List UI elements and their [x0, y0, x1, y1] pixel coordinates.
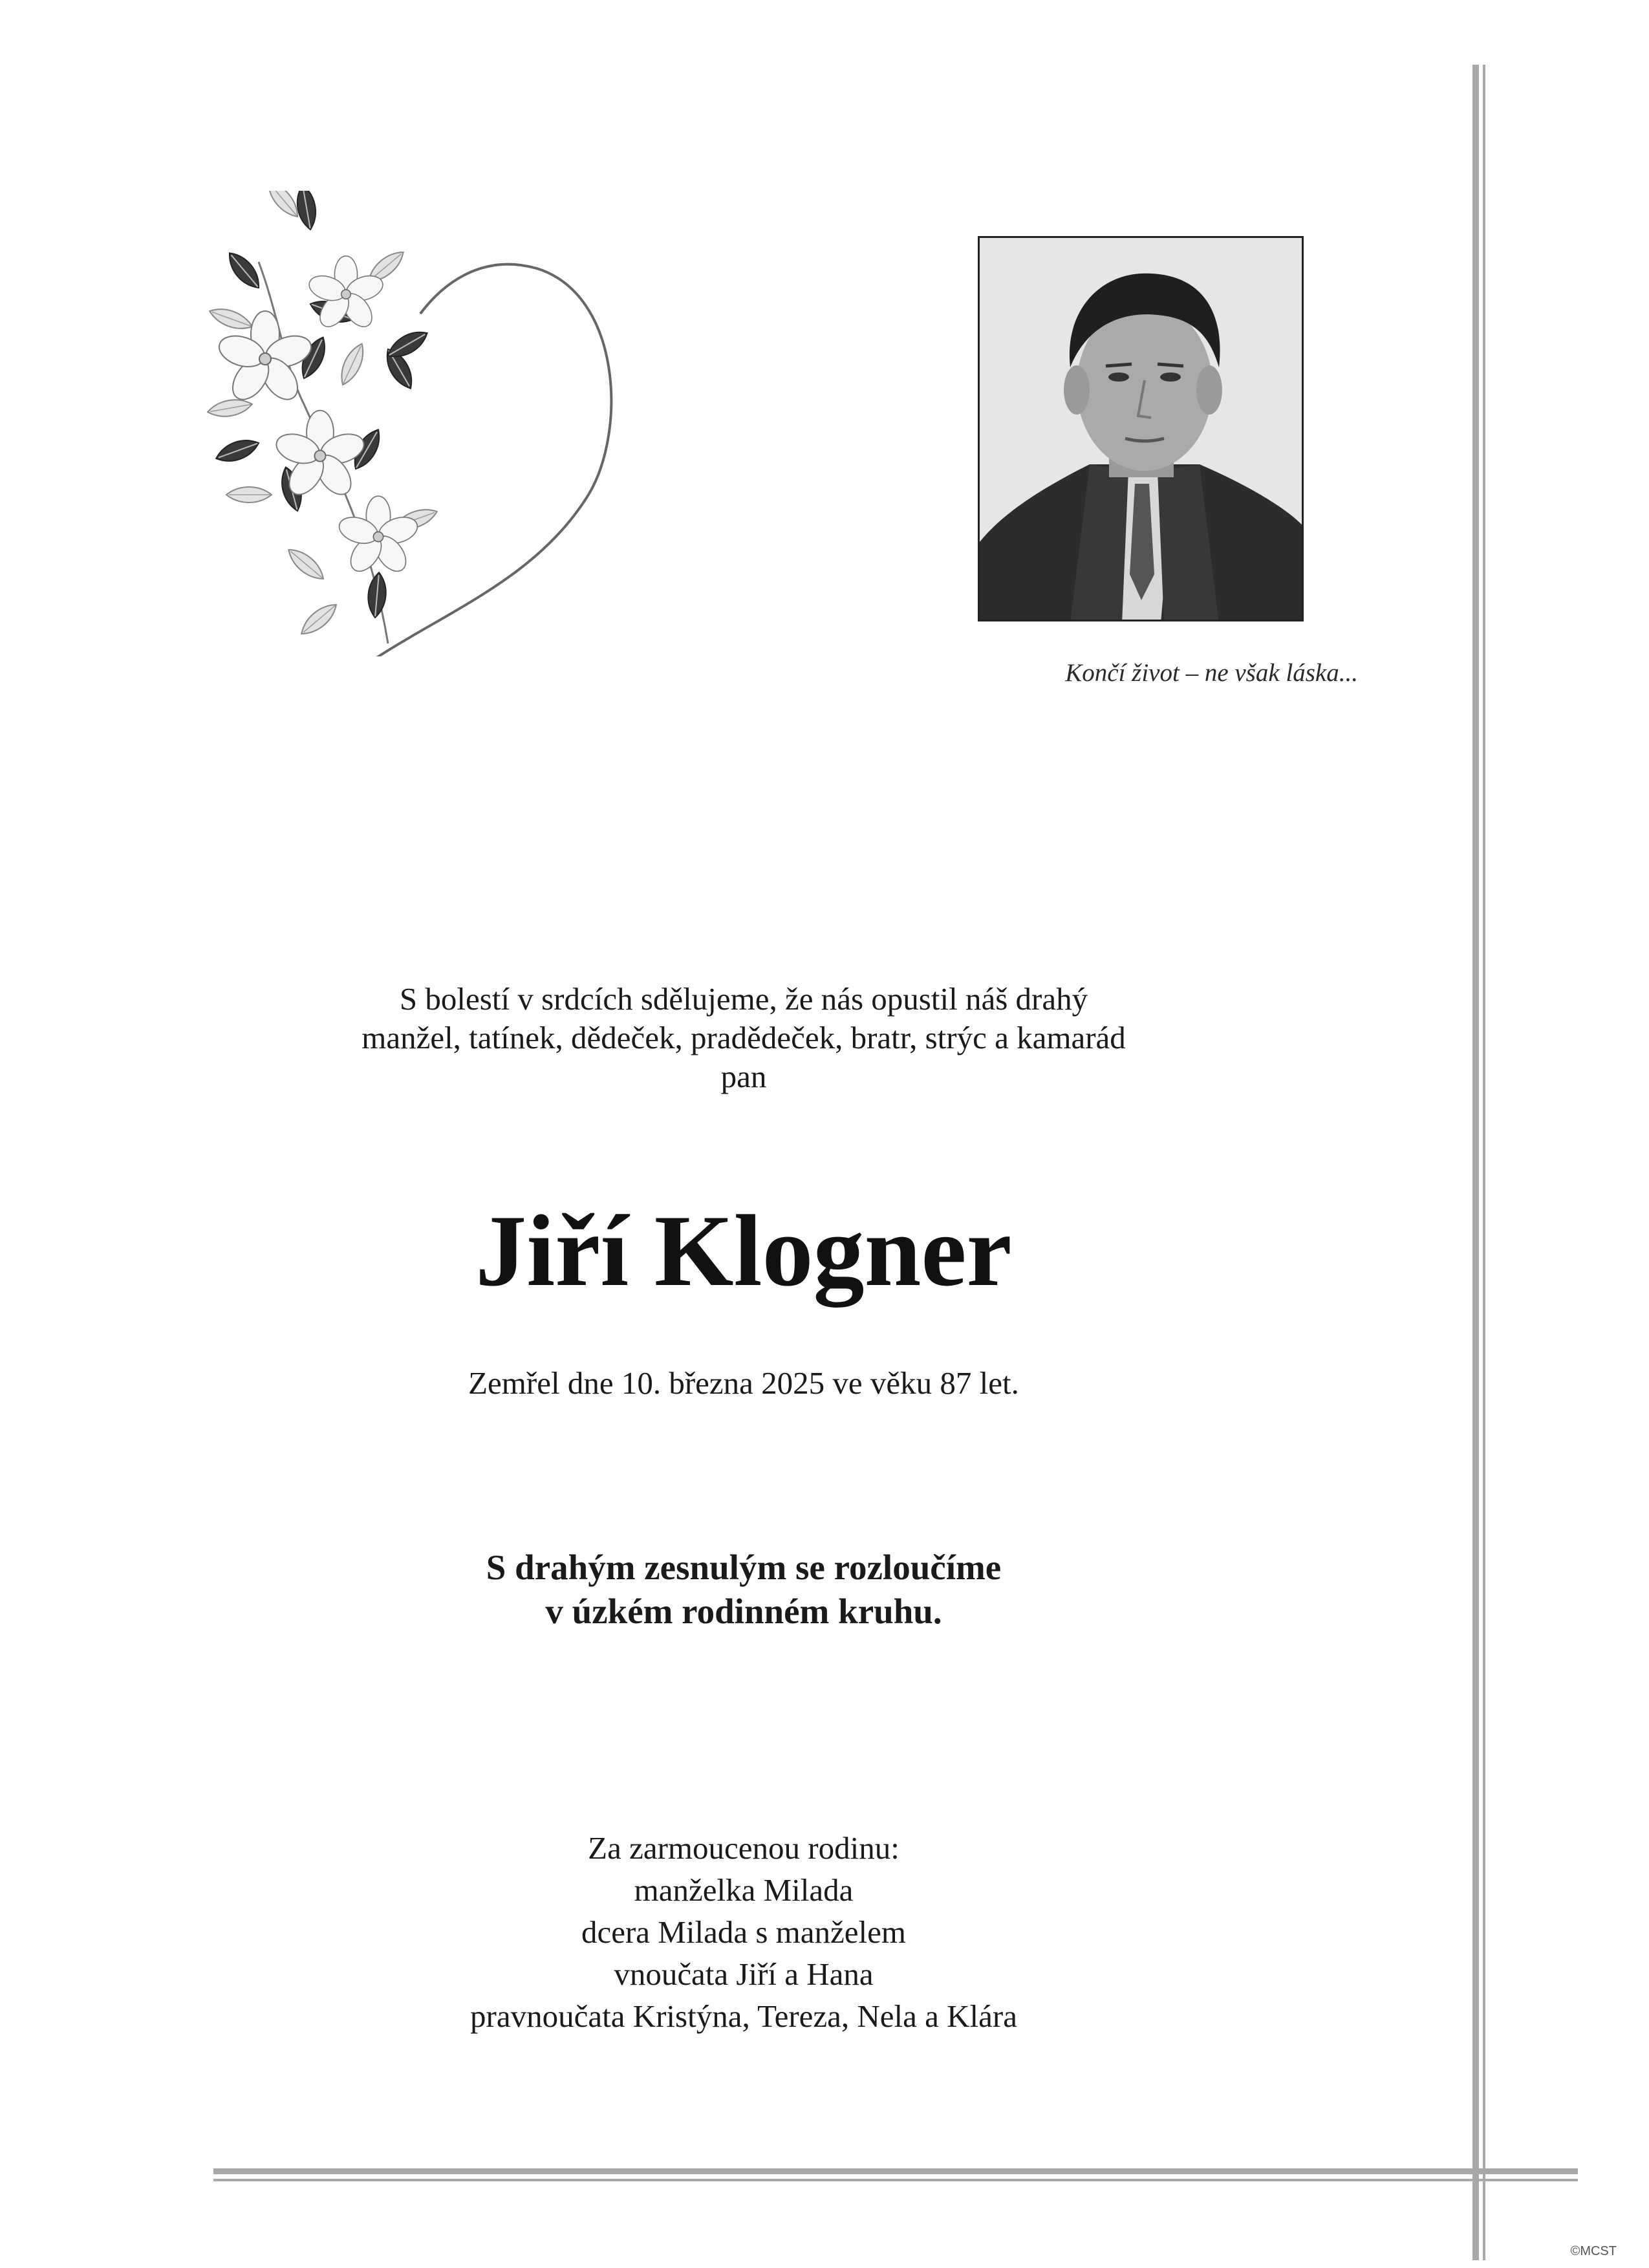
frame-vertical-line [1472, 65, 1479, 2260]
family-member: manželka Milada [634, 1872, 854, 1908]
family-member: dcera Milada s manželem [581, 1914, 906, 1950]
death-date-line: Zemřel dne 10. března 2025 ve věku 87 let. [468, 1365, 1019, 1401]
family-heading: Za zarmoucenou rodinu: [588, 1830, 900, 1866]
copyright-mark: ©MCST [1570, 2244, 1617, 2258]
farewell-line: v úzkém rodinném kruhu. [545, 1592, 942, 1631]
family-member: vnoučata Jiří a Hana [614, 1956, 874, 1992]
deceased-name: Jiří Klogner [475, 1194, 1012, 1308]
family-member: pravnoučata Kristýna, Tereza, Nela a Klára [470, 1998, 1017, 2034]
frame-horizontal-line-thin [213, 2179, 1578, 2181]
intro-line: manžel, tatínek, dědeček, pradědeček, bratr, strýc a kamarád [361, 1020, 1126, 1055]
announcement-intro [194, 980, 1293, 1096]
quote-caption: Končí život – ne však láska... [1065, 659, 1358, 687]
farewell-line: S drahým zesnulým se rozloučíme [486, 1548, 1002, 1587]
portrait-photo [978, 236, 1304, 621]
frame-horizontal-line [213, 2168, 1578, 2174]
floral-heart-ornament [175, 191, 640, 656]
farewell-notice [194, 1546, 1293, 1634]
portrait-image [980, 238, 1304, 621]
family-signatures [194, 1827, 1293, 2037]
intro-line: S bolestí v srdcích sdělujeme, že nás opustil náš drahý [399, 981, 1088, 1017]
intro-line: pan [720, 1059, 767, 1094]
frame-vertical-line-thin [1483, 65, 1485, 2260]
